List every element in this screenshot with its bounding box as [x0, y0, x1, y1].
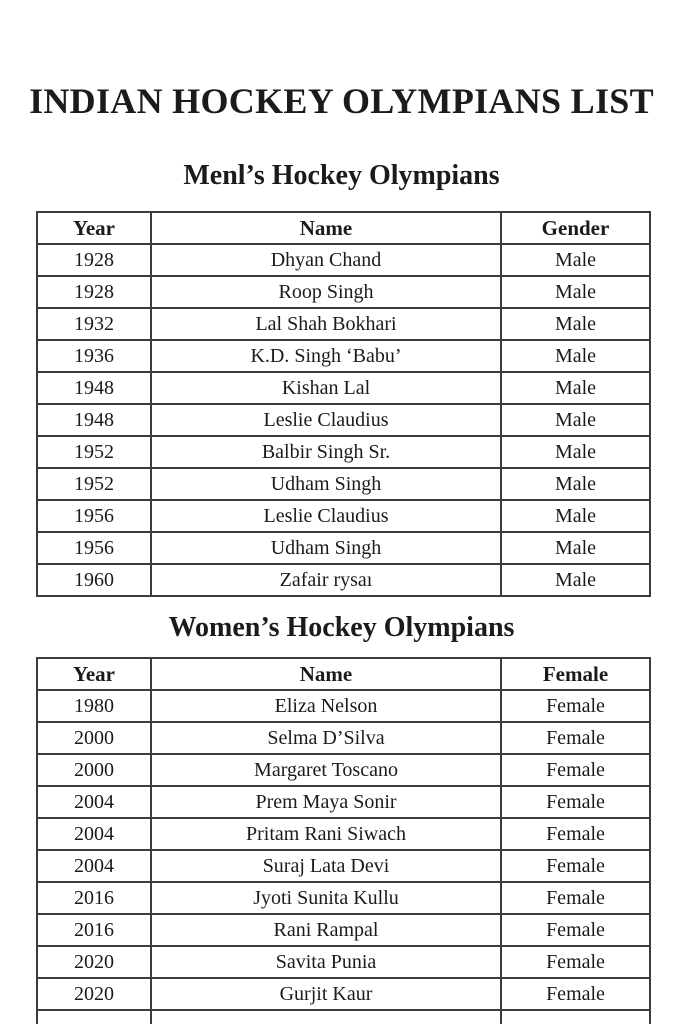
table-cell: Female — [501, 850, 650, 882]
table-cell: 1956 — [37, 500, 151, 532]
table-cell: 1948 — [37, 404, 151, 436]
table-cell: Male — [501, 468, 650, 500]
table-cell: Balbir Singh Sr. — [151, 436, 501, 468]
table-cell: 1980 — [37, 690, 151, 722]
column-header: Female — [501, 658, 650, 690]
table-row — [37, 372, 650, 404]
table-cell: 2004 — [37, 786, 151, 818]
table-cell: 1956 — [37, 532, 151, 564]
table-cell: 2016 — [37, 882, 151, 914]
table-cell: 1932 — [37, 308, 151, 340]
table-cell: Gurjit Kaur — [151, 978, 501, 1010]
table-cell: Leslie Claudius — [151, 404, 501, 436]
table-header-row — [37, 212, 650, 244]
table-cell: 2020 — [37, 978, 151, 1010]
table-cell: Male — [501, 276, 650, 308]
table-cell: 2004 — [37, 850, 151, 882]
table-cell: Male — [501, 436, 650, 468]
table-cell: Selma D’Silva — [151, 722, 501, 754]
table-cell: Kishan Lal — [151, 372, 501, 404]
table-cell: Lal Shah Bokhari — [151, 308, 501, 340]
page-title: INDIAN HOCKEY OLYMPIANS LIST — [29, 81, 654, 121]
table-row — [37, 978, 650, 1010]
table-cell: Female — [501, 914, 650, 946]
table-cell: Rani Rampal — [151, 914, 501, 946]
table-cell: Jyoti Sunita Kullu — [151, 882, 501, 914]
table-row — [37, 500, 650, 532]
table-row — [37, 818, 650, 850]
table-cell: 2004 — [37, 818, 151, 850]
table-cell: Udham Singh — [151, 532, 501, 564]
column-header: Name — [151, 212, 501, 244]
table-cell: 1952 — [37, 468, 151, 500]
column-header: Name — [151, 658, 501, 690]
table-row — [37, 564, 650, 596]
table-cell: Suraj Lata Devi — [151, 850, 501, 882]
table-cell — [151, 1010, 501, 1024]
table-row-partial — [37, 1010, 650, 1024]
table-cell: Male — [501, 308, 650, 340]
table-cell: Female — [501, 946, 650, 978]
table-row — [37, 276, 650, 308]
table-cell: 1928 — [37, 276, 151, 308]
table-row — [37, 468, 650, 500]
table-cell: Male — [501, 404, 650, 436]
table-cell: Female — [501, 818, 650, 850]
table-cell: Dhyan Chand — [151, 244, 501, 276]
table-row — [37, 532, 650, 564]
column-header: Gender — [501, 212, 650, 244]
table-cell: Female — [501, 882, 650, 914]
table-cell: 1952 — [37, 436, 151, 468]
table-row — [37, 436, 650, 468]
table-cell: 1960 — [37, 564, 151, 596]
table-cell: Female — [501, 722, 650, 754]
table-cell: Male — [501, 500, 650, 532]
table-cell: Udham Singh — [151, 468, 501, 500]
table-cell: Male — [501, 372, 650, 404]
table-row — [37, 690, 650, 722]
table-cell: Male — [501, 564, 650, 596]
table-cell: Savita Punia — [151, 946, 501, 978]
table-cell: Male — [501, 340, 650, 372]
table-cell: Female — [501, 786, 650, 818]
table-cell: Zafair rysaı — [151, 564, 501, 596]
table-cell: 2020 — [37, 946, 151, 978]
section-title-mens: Menl’s Hockey Olympians — [183, 160, 500, 191]
table-row — [37, 340, 650, 372]
table-row — [37, 754, 650, 786]
table-row — [37, 914, 650, 946]
section-title-womens: Women’s Hockey Olympians — [168, 612, 515, 643]
table-cell: 1928 — [37, 244, 151, 276]
table-row — [37, 722, 650, 754]
table-row — [37, 244, 650, 276]
table-cell: Eliza Nelson — [151, 690, 501, 722]
table-cell: Female — [501, 690, 650, 722]
table-cell: K.D. Singh ‘Babu’ — [151, 340, 501, 372]
column-header: Year — [37, 212, 151, 244]
table-cell: Margaret Toscano — [151, 754, 501, 786]
mens-olympians-table — [36, 211, 651, 597]
table-cell: Female — [501, 978, 650, 1010]
table-header-row — [37, 658, 650, 690]
table-cell: 2016 — [37, 914, 151, 946]
womens-olympians-table — [36, 657, 651, 1024]
table-row — [37, 850, 650, 882]
table-cell: 2000 — [37, 754, 151, 786]
table-cell: Male — [501, 244, 650, 276]
table-cell: 1936 — [37, 340, 151, 372]
table-cell: Roop Singh — [151, 276, 501, 308]
table-row — [37, 404, 650, 436]
table-row — [37, 946, 650, 978]
table-cell — [501, 1010, 650, 1024]
table-row — [37, 308, 650, 340]
table-cell: Leslie Claudius — [151, 500, 501, 532]
table-row — [37, 882, 650, 914]
table-cell — [37, 1010, 151, 1024]
table-cell: 1948 — [37, 372, 151, 404]
column-header: Year — [37, 658, 151, 690]
table-cell: Prem Maya Sonir — [151, 786, 501, 818]
table-cell: Pritam Rani Siwach — [151, 818, 501, 850]
table-cell: Female — [501, 754, 650, 786]
table-cell: Male — [501, 532, 650, 564]
table-row — [37, 786, 650, 818]
table-cell: 2000 — [37, 722, 151, 754]
